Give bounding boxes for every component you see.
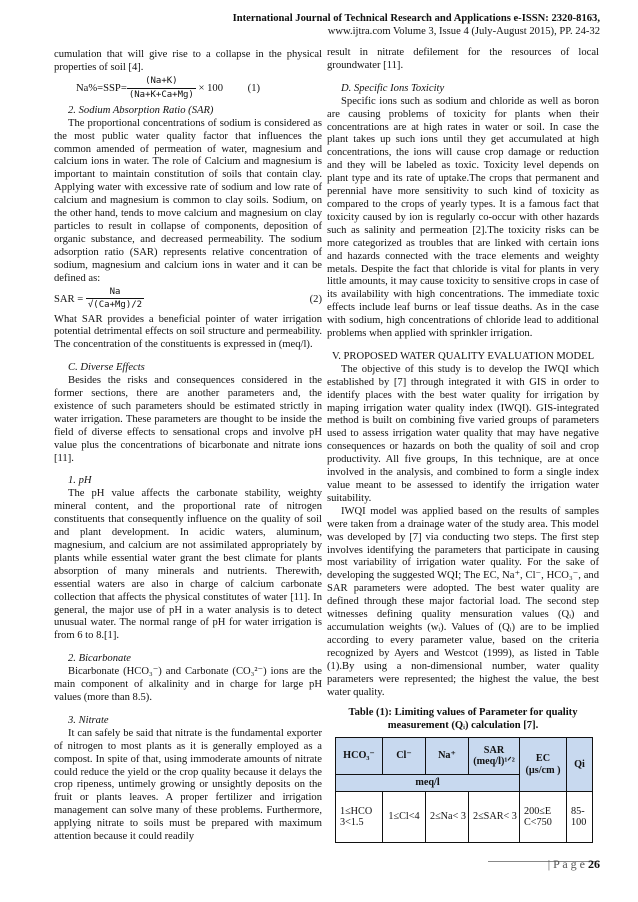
- header-cell: HCO₃⁻: [336, 738, 383, 775]
- subsection-heading: 2. Bicarbonate: [68, 653, 131, 665]
- equation-sar: [54, 286, 322, 314]
- fraction-numerator: Na: [86, 286, 144, 300]
- subsection-heading: 1. pH: [68, 475, 92, 487]
- equation-fraction: [127, 75, 196, 102]
- table-cell: 85- 100: [567, 792, 593, 843]
- table-cell: 2≤SAR< 3: [469, 792, 520, 843]
- equation-fraction: [86, 286, 144, 313]
- table-header-row: [336, 738, 593, 775]
- equation-number: (1): [247, 82, 261, 94]
- table-cell: 1≤HCO 3<1.5: [336, 792, 383, 843]
- paragraph: IWQI model was applied based on the results of samples were taken from a drainage water of the study area. This model was developed by [7] via conducting two steps. The first step involves identifying the parameters that participate in causing most variability of irrigation water quality. For the sake of developing the suggested WQI; The EC, Na⁺, Cl⁻, HCO₃⁻, and SAR parameters were adopted. The best water quality are defined through these major factorial load. The second step witnesses defining quality mensuration values (Qᵢ) and accumulation weights (wᵢ). Values of (Qᵢ) are to be implied according to every parameter value, based on the criteria recognized by Ayers and Westcot (1999), as listed in Table (1).By using a non-dimensional number, water quality parameters were represented; the highest the value, the best water quality.: [327, 505, 599, 698]
- journal-issue-line: www.ijtra.com Volume 3, Issue 4 (July-August 2015), PP. 24-32: [327, 26, 600, 37]
- subsection-heading: 3. Nitrate: [68, 714, 109, 726]
- paragraph: It can safely be said that nitrate is the fundamental exporter of nitrogen to most plants as it is generally employed as a compost. In spite of that, using immoderate amounts of nitrate could reduce the yield or the crop quality because it delays the crop ripeness, untimely growing or unsightly deposits on the fruit or plants leaves. A proper fertilizer and irrigation management can solve many of these problems. Furthermore, applying nitrate to soils must be prepared with maximum attention because it could readily: [54, 727, 322, 843]
- paragraph: The proportional concentrations of sodium is considered as the most public water quality factor that influences the common amended of permeation of water, magnesium and calcium ions in water. The role of Calcium and magnesium is important to maintain constitution of soils that contain clay. Applying water with excessive rate of sodium and low rate of calcium and magnesium is common to clay soils. Sodium, on the other hand, tends to move calcium and magnesium on clay particles to result in collapse of components, deposition of organic substance, and decreased permeability. The sodium adsorption ratio (SAR) represents relative concentration of sodium, magnesium and calcium ions in water and it can be defined as:: [54, 117, 322, 284]
- table-caption: Table (1): Limiting values of Parameter for quality measurement (Qᵢ) calculation [7].: [348, 707, 578, 732]
- equation-tail: × 100: [198, 82, 224, 94]
- paragraph: Bicarbonate (HCO₃⁻) and Carbonate (CO₃²⁻) ions are the main component of alkalinity and in charge for large pH values (more than 8.5).: [54, 666, 322, 703]
- paragraph: Besides the risks and consequences considered in the former sections, there are another parameters and, the existence of such parameters should be estimated strictly in water irrigation. These parameters are thought to be inside the field of diverse effects to sensational crops and involve pH value plus the concentrations of bicarbonate and nitrate ions [11].: [54, 375, 322, 464]
- page-label: | P a g e: [547, 857, 588, 871]
- page-number: 26: [588, 857, 600, 871]
- journal-header: International Journal of Technical Research and Applications e-ISSN: 2320-8163,: [232, 13, 600, 24]
- paragraph: What SAR provides a beneficial pointer of water irrigation potential detrimental effects on soil structure and permeability. The concentration of the constituents is expressed in (meq/l).: [54, 313, 322, 351]
- paragraph: cumulation that will give rise to a collapse in the physical properties of soil [4].: [54, 49, 322, 73]
- equation-number: (2): [309, 293, 322, 305]
- equation-lhs: Na%=SSP=: [76, 82, 127, 94]
- left-column: [54, 49, 322, 844]
- header-cell: Na⁺: [426, 738, 469, 775]
- equation-ssp: [76, 75, 322, 103]
- paragraph: Specific ions such as sodium and chloride as well as boron are causing problems of toxicity for plants when their concentrations are at high rates in water or soil. In case the plant takes up such ions until they get accumulated at high concentrations, the ions will cause crop damage or reduction and they will be labeled as toxic. Toxicity level depends on plant type and its rate of uptake.The crops that permanent and perennial have more sensitivity to such kind of toxicity as compared to the crops of yearly types. It is a famous fact that toxicity caused by ion is regularly co-occur with other hazards such as salinity and permeation [2].The toxicity risks can be more categorized as troubles that are linked with certain ions and hazards connected with the trace elements and weighty metals. Despite the fact that chloride is vital for plants in very little amounts, it may cause toxicity to sensitive crops in case of its availability with high concentrations. The immediate toxic effects include leaf burns or leaf tissue deaths. As in the case with sodium, high concentrations of chloride lead to additional problems when applied with sprinkler irrigation.: [327, 95, 599, 340]
- limiting-values-table: [335, 737, 593, 843]
- paragraph: result in nitrate defilement for the resources of local groundwater [11].: [327, 47, 599, 71]
- header-cell: EC (µs/cm ): [520, 738, 567, 792]
- fraction-denominator: √(Ca+Mg)/2: [87, 300, 143, 311]
- fraction-numerator: (Na+K): [127, 75, 196, 89]
- unit-cell: meq/l: [336, 775, 520, 792]
- table-row: [336, 792, 593, 843]
- subsection-heading: 2. Sodium Absorption Ratio (SAR): [68, 104, 214, 116]
- section-heading: D. Specific Ions Toxicity: [341, 82, 445, 94]
- section-heading: C. Diverse Effects: [68, 362, 145, 374]
- table-cell: 200≤E C<750: [520, 792, 567, 843]
- section-heading: V. PROPOSED WATER QUALITY EVALUATION MODEL: [331, 350, 595, 362]
- table-cell: 2≤Na< 3: [426, 792, 469, 843]
- table-cell: 1≤Cl<4: [383, 792, 426, 843]
- right-column: [327, 47, 599, 843]
- fraction-denominator: (Na+K+Ca+Mg): [128, 89, 194, 100]
- paragraph: The pH value affects the carbonate stability, weighty mineral content, and the proportional rate of nitrogen constituents that consequently influence on the quality of soil and plant development. In acidic waters, aluminum, magnesium, and calcium are not assimilated appropriately by plants while essential water grant the best climate for plants absorption of many minerals and nutrients. Therewith, essential waters are also in charge of calcium carbonate collection that affects the physical constitutes of water [11]. In general, the major use of pH in a water analysis is to detect unusual water. The normal range of pH for water irrigation is from 6 to 8.[1].: [54, 488, 322, 642]
- paragraph: The objective of this study is to develop the IWQI which established by [7] through integrated it with GIS in order to identify places with the best water quality for irrigation by maping irrigation water quality index (IWQI). GIS-integrated method is built on combining five varied groups of parameters used to assess irrigation water quality that may have negative consequences or hazards on both the quality of soil and crop productivity. All five groups, In this technique, are at once involved in the analysis, and combined to form a single index value meant to be assessed to identify the irrigation water suitability.: [327, 363, 599, 504]
- header-cell: Qi: [567, 738, 593, 792]
- page-footer: [548, 857, 600, 872]
- header-cell: Cl⁻: [383, 738, 426, 775]
- equation-lhs: SAR =: [54, 293, 84, 305]
- header-cell: SAR (meq/l)¹ᐟ²: [469, 738, 520, 775]
